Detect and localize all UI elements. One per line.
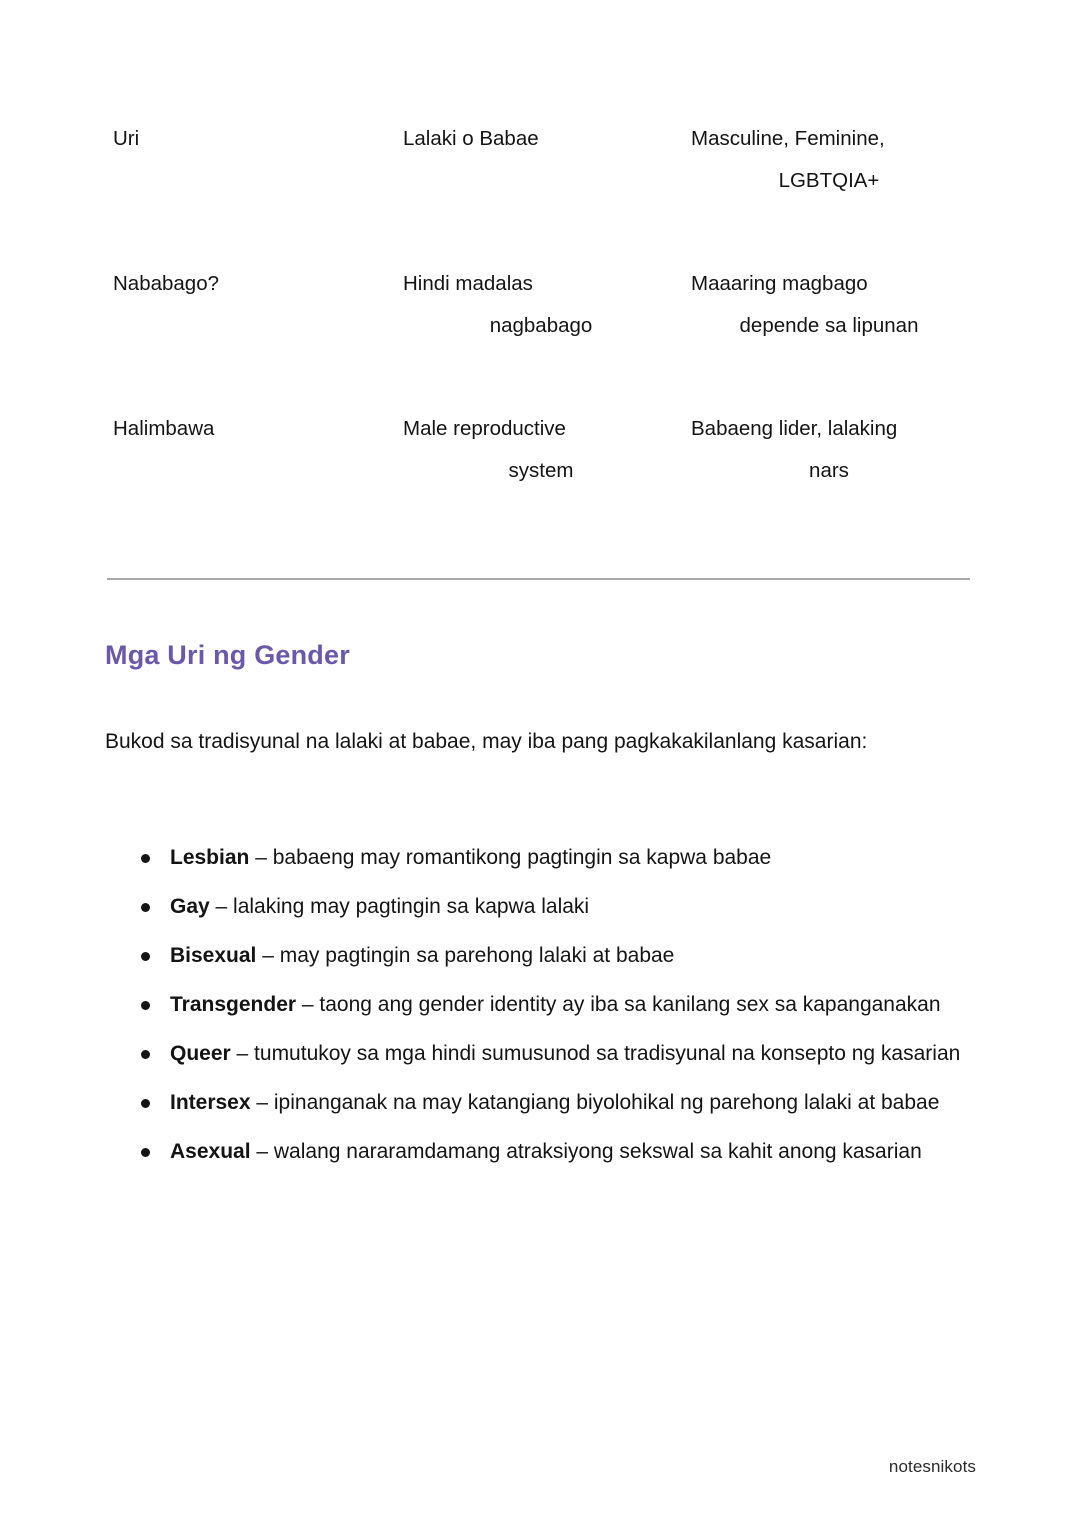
list-item-term: Bisexual bbox=[170, 944, 257, 967]
list-item bbox=[105, 1127, 985, 1176]
list-item-term: Intersex bbox=[170, 1091, 251, 1114]
gender-types-list bbox=[105, 833, 985, 1176]
list-item-description: – taong ang gender identity ay iba sa kanilang sex sa kapanganakan bbox=[296, 993, 941, 1016]
table-cell-line: Hindi madalas bbox=[403, 272, 533, 295]
table-cell-line: depende sa lipunan bbox=[739, 314, 919, 337]
table-cell-line: Maaaring magbago bbox=[691, 272, 868, 295]
list-item-description: – babaeng may romantikong pagtingin sa kapwa babae bbox=[249, 846, 772, 869]
bullet-icon bbox=[141, 1050, 150, 1059]
page-title: Mga Uri ng Gender bbox=[105, 640, 350, 670]
table-cell-sex bbox=[397, 118, 685, 160]
bullet-icon bbox=[141, 952, 150, 961]
watermark: notesnikots bbox=[888, 1457, 976, 1476]
table-cell-line: Babaeng lider, lalaking bbox=[691, 417, 898, 440]
bullet-icon bbox=[141, 1099, 150, 1108]
table-cell-gender bbox=[685, 408, 973, 492]
table-cell-gender bbox=[685, 263, 973, 347]
list-item bbox=[105, 882, 985, 931]
table-cell-label bbox=[107, 408, 397, 450]
list-item bbox=[105, 931, 985, 980]
list-item-term: Gay bbox=[170, 895, 210, 918]
list-item-description: – tumutukoy sa mga hindi sumusunod sa tradisyunal na konsepto ng kasarian bbox=[230, 1042, 961, 1065]
table-cell-line: Masculine, Feminine, bbox=[691, 127, 885, 150]
table-cell-line: Halimbawa bbox=[113, 417, 215, 440]
table-row bbox=[107, 408, 973, 553]
list-item-term: Queer bbox=[170, 1042, 231, 1065]
comparison-table-continued bbox=[107, 118, 973, 553]
list-item-term: Asexual bbox=[170, 1140, 251, 1163]
table-cell-line: Nababago? bbox=[113, 272, 220, 295]
list-item bbox=[105, 1078, 985, 1127]
table-cell-sex bbox=[397, 263, 685, 347]
table-cell-gender bbox=[685, 118, 973, 202]
list-item bbox=[105, 980, 985, 1029]
list-item-description: – ipinanganak na may katangiang biyolohikal ng parehong lalaki at babae bbox=[250, 1091, 940, 1114]
bullet-icon bbox=[141, 1001, 150, 1010]
list-item bbox=[105, 1029, 985, 1078]
list-item-description: – may pagtingin sa parehong lalaki at babae bbox=[256, 944, 675, 967]
table-cell-line: nagbabago bbox=[489, 314, 593, 337]
bullet-icon bbox=[141, 903, 150, 912]
table-cell-line: LGBTQIA+ bbox=[778, 169, 880, 192]
table-cell-line: Male reproductive bbox=[403, 417, 566, 440]
table-cell-label bbox=[107, 118, 397, 160]
section-divider bbox=[107, 578, 970, 580]
table-row bbox=[107, 118, 973, 263]
table-cell-sex bbox=[397, 408, 685, 492]
list-item bbox=[105, 833, 985, 882]
bullet-icon bbox=[141, 854, 150, 863]
list-item-term: Lesbian bbox=[170, 846, 250, 869]
table-cell-line: system bbox=[508, 459, 574, 482]
table-cell-line: nars bbox=[809, 459, 849, 482]
table-cell-label bbox=[107, 263, 397, 305]
list-item-description: – walang nararamdamang atraksiyong sekswal sa kahit anong kasarian bbox=[250, 1140, 922, 1163]
list-item-description: – lalaking may pagtingin sa kapwa lalaki bbox=[209, 895, 590, 918]
bullet-icon bbox=[141, 1148, 150, 1157]
table-cell-line: Uri bbox=[113, 127, 140, 150]
list-item-term: Transgender bbox=[170, 993, 297, 1016]
table-cell-line: Lalaki o Babae bbox=[403, 127, 539, 150]
intro-paragraph: Bukod sa tradisyunal na lalaki at babae, may iba pang pagkakakilanlang kasarian: bbox=[105, 730, 868, 753]
table-row bbox=[107, 263, 973, 408]
